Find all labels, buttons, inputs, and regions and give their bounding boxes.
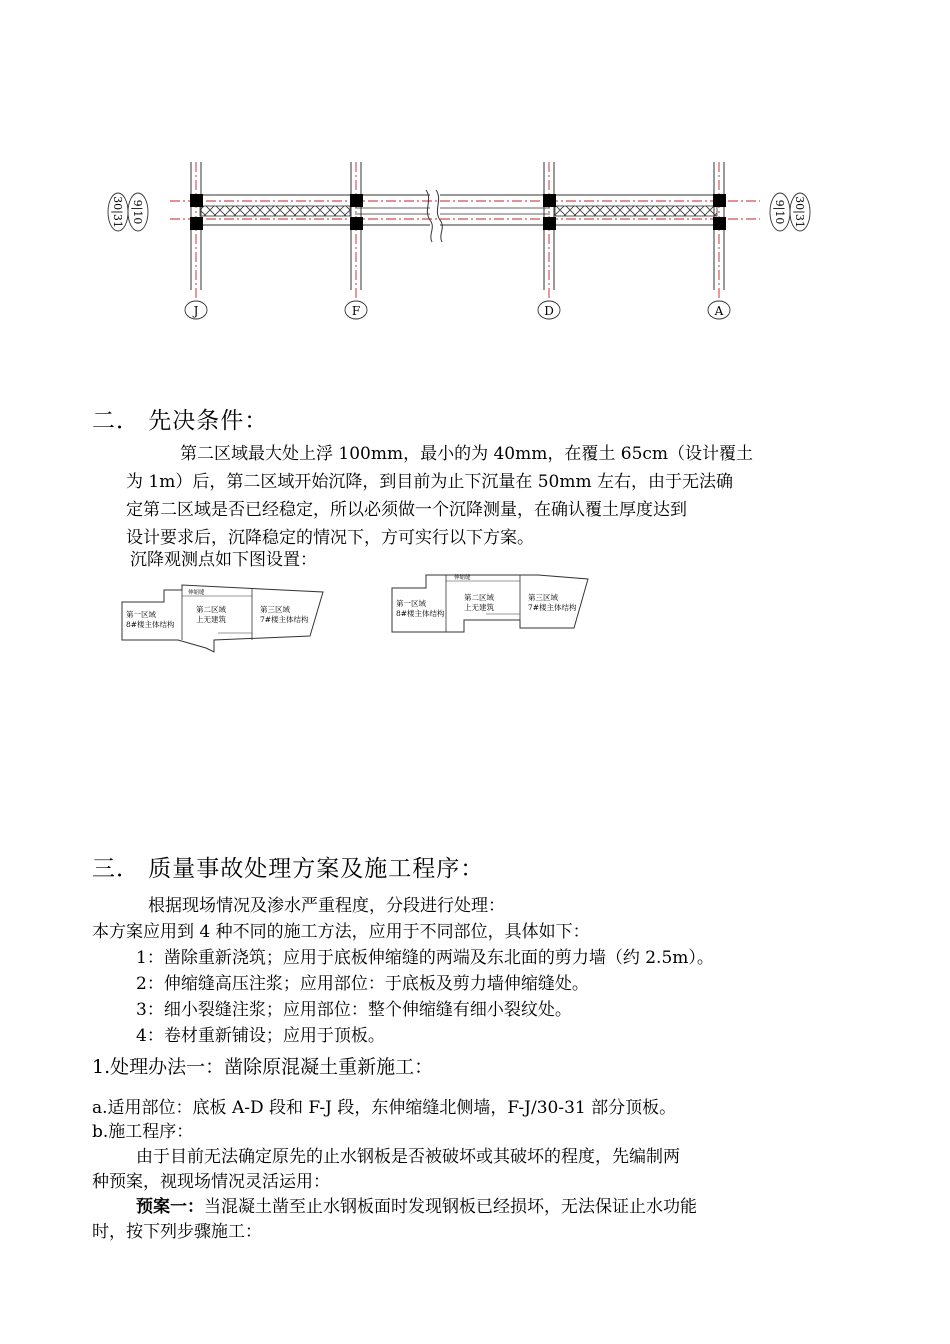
plan-left-zone2-title: 第二区域 [196, 605, 226, 614]
plan1-text-1: 当混凝土凿至止水钢板面时发现钢板已经损坏，无法保证止水功能 [204, 1197, 697, 1217]
expansion-joint-elevation-diagram [100, 150, 820, 330]
plan-right-zone3-desc: 7#楼主体结构 [528, 603, 577, 612]
row-label-right-9-10: 9|10 [773, 199, 786, 225]
axis-label-f: F [351, 304, 361, 318]
section2-line-3: 定第二区域是否已经稳定，所以必须做一个沉降测量，在确认覆土厚度达到 [126, 500, 687, 520]
row-label-right-30-31: 30|31 [793, 196, 806, 228]
method1-plan1-line-1 [136, 1192, 697, 1217]
section3-item-1: 1：凿除重新浇筑；应用于底板伸缩缝的两端及东北面的剪力墙（约 2.5m）。 [136, 948, 714, 968]
plan-right-zone1-desc: 8#楼主体结构 [396, 609, 445, 618]
axis-label-d: D [544, 304, 554, 318]
section2-paragraph [126, 440, 866, 552]
section3-item-4: 4：卷材重新铺设；应用于顶板。 [136, 1026, 385, 1046]
plan-right-zone1-title: 第一区域 [396, 599, 426, 608]
plan-left-zone1-title: 第一区域 [126, 610, 156, 619]
plan1-label: 预案一： [136, 1197, 204, 1217]
plan-left-zone3-desc: 7#楼主体结构 [260, 615, 309, 624]
row-label-left-9-10: 9|10 [131, 199, 144, 225]
section2-line-1: 第二区域最大处上浮 100mm，最小的为 40mm，在覆土 65cm（设计覆土 [180, 444, 754, 464]
plan-right-zone2-title: 第二区域 [464, 593, 494, 602]
axis-label-j: J [193, 304, 199, 318]
section3-intro-1: 根据现场情况及渗水严重程度，分段进行处理： [148, 896, 505, 916]
section2-caption: 沉降观测点如下图设置： [130, 550, 317, 570]
plan-left-zone3-title: 第三区域 [260, 605, 290, 614]
plan-right-zone3-title: 第三区域 [528, 593, 558, 602]
section3-heading: 三． 质量事故处理方案及施工程序： [92, 856, 485, 882]
hatched-band-left [200, 206, 350, 216]
plan-right-joint-label: 伸缩缝 [454, 575, 471, 581]
row-label-left-30-31: 30|31 [111, 196, 124, 228]
plan-right-zone2-desc: 上无建筑 [464, 603, 494, 612]
axis-label-a: A [714, 304, 724, 318]
section2-line-2: 为 1m）后，第二区域开始沉降，到目前为止下沉量在 50mm 左右，由于无法确 [126, 472, 734, 492]
method1-para-2: 种预案，视现场情况灵活运用： [92, 1172, 330, 1192]
settlement-plan-right [388, 570, 598, 640]
section2-line-4: 设计要求后，沉降稳定的情况下，方可实行以下方案。 [126, 528, 534, 548]
method1-para-1: 由于目前无法确定原先的止水钢板是否被破坏或其破坏的程度，先编制两 [136, 1147, 680, 1167]
plan-left-joint-label: 伸缩缝 [188, 590, 205, 596]
settlement-plan-left [118, 580, 333, 655]
method1-plan1-line-2: 时，按下列步骤施工： [92, 1222, 262, 1242]
hatched-band-right [555, 206, 717, 216]
section3-intro-2: 本方案应用到 4 种不同的施工方法，应用于不同部位，具体如下： [92, 922, 590, 942]
plan-left-zone1-desc: 8#楼主体结构 [126, 620, 175, 629]
method1-line-a: a.适用部位：底板 A-D 段和 F-J 段，东伸缩缝北侧墙，F-J/30-31 部分顶板。 [92, 1098, 677, 1118]
section2-heading: 二． 先决条件： [92, 408, 269, 434]
plan-left-zone2-desc: 上无建筑 [196, 615, 226, 624]
section3-item-3: 3：细小裂缝注浆；应用部位：整个伸缩缝有细小裂纹处。 [136, 1000, 572, 1020]
section3-item-2: 2：伸缩缝高压注浆；应用部位：于底板及剪力墙伸缩缝处。 [136, 974, 589, 994]
method1-line-b: b.施工程序： [92, 1122, 194, 1142]
method1-title: 1.处理办法一：凿除原混凝土重新施工： [92, 1056, 434, 1078]
